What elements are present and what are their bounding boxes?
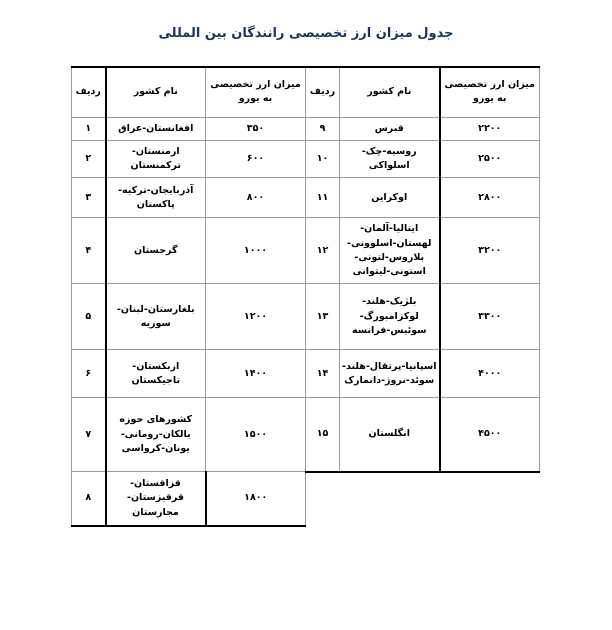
- header-country-right: نام کشور: [106, 67, 206, 117]
- cell-amount-right: ۳۵۰: [206, 117, 306, 140]
- cell-index-right: ۲: [72, 140, 106, 178]
- cell-amount-right: ۱۰۰۰: [206, 218, 306, 284]
- cell-country-left: انگلستان: [340, 398, 440, 472]
- table-header: [72, 67, 540, 117]
- cell-index-left: ۱۱: [306, 178, 340, 218]
- cell-index-right: ۱: [72, 117, 106, 140]
- header-index-left: ردیف: [306, 67, 340, 117]
- cell-amount-left: ۳۳۰۰: [440, 284, 540, 350]
- cell-empty: [440, 472, 540, 526]
- table-row: [72, 117, 540, 140]
- cell-country-right: گرجستان: [106, 218, 206, 284]
- table-row: [72, 178, 540, 218]
- cell-amount-right: ۸۰۰: [206, 178, 306, 218]
- table-row: [72, 398, 540, 472]
- cell-index-right: ۴: [72, 218, 106, 284]
- header-country-left: نام کشور: [340, 67, 440, 117]
- cell-index-left: ۱۲: [306, 218, 340, 284]
- currency-allocation-table-wrapper: [72, 66, 540, 527]
- cell-index-left: ۱۵: [306, 398, 340, 472]
- table-row: [72, 140, 540, 178]
- cell-empty: [340, 472, 440, 526]
- cell-index-right: ۸: [72, 472, 106, 526]
- cell-country-right: افغانستان-عراق: [106, 117, 206, 140]
- table-row: [72, 472, 540, 526]
- cell-country-right: آذربایجان-ترکیه-پاکستان: [106, 178, 206, 218]
- cell-empty: [306, 472, 340, 526]
- table-row: [72, 350, 540, 398]
- header-index-right: ردیف: [72, 67, 106, 117]
- cell-amount-right: ۶۰۰: [206, 140, 306, 178]
- cell-amount-right: ۱۸۰۰: [206, 472, 306, 526]
- table-body: [72, 117, 540, 526]
- cell-index-left: ۹: [306, 117, 340, 140]
- currency-allocation-table: [71, 66, 540, 527]
- cell-country-right: قزاقستان-قرقیزستان-مجارستان: [106, 472, 206, 526]
- cell-country-right: کشورهای حوزه بالکان-رومانی-یونان-کرواسی: [106, 398, 206, 472]
- cell-country-left: اسپانیا-پرتقال-هلند-سوئد-نروژ-دانمارک: [340, 350, 440, 398]
- cell-country-left: اوکراین: [340, 178, 440, 218]
- cell-index-right: ۵: [72, 284, 106, 350]
- cell-amount-left: ۲۸۰۰: [440, 178, 540, 218]
- table-row: [72, 284, 540, 350]
- cell-country-left: قبرس: [340, 117, 440, 140]
- cell-amount-left: ۳۲۰۰: [440, 218, 540, 284]
- cell-amount-right: ۱۲۰۰: [206, 284, 306, 350]
- cell-amount-left: ۴۵۰۰: [440, 398, 540, 472]
- cell-amount-left: ۲۲۰۰: [440, 117, 540, 140]
- cell-amount-left: ۴۰۰۰: [440, 350, 540, 398]
- cell-index-left: ۱۳: [306, 284, 340, 350]
- cell-index-right: ۷: [72, 398, 106, 472]
- cell-country-left: روسیه-چک-اسلواکی: [340, 140, 440, 178]
- cell-country-right: ارمنستان-ترکمنستان: [106, 140, 206, 178]
- table-header-row: [72, 67, 540, 117]
- cell-index-left: ۱۰: [306, 140, 340, 178]
- cell-index-right: ۳: [72, 178, 106, 218]
- cell-country-right: ازبکستان-تاجیکستان: [106, 350, 206, 398]
- cell-country-right: بلغارستان-لبنان-سوریه: [106, 284, 206, 350]
- header-amount-left: میزان ارز تخصیصی به یورو: [440, 67, 540, 117]
- cell-index-right: ۶: [72, 350, 106, 398]
- cell-amount-right: ۱۵۰۰: [206, 398, 306, 472]
- header-amount-right: میزان ارز تخصیصی به یورو: [206, 67, 306, 117]
- table-row: [72, 218, 540, 284]
- cell-amount-left: ۲۵۰۰: [440, 140, 540, 178]
- cell-country-left: بلژیک-هلند-لوکزامبورگ-سوئیس-فرانسه: [340, 284, 440, 350]
- cell-amount-right: ۱۴۰۰: [206, 350, 306, 398]
- page-title: جدول میزان ارز تخصیصی رانندگان بین المللی: [158, 26, 454, 41]
- cell-index-left: ۱۴: [306, 350, 340, 398]
- cell-country-left: ایتالیا-آلمان-لهستان-اسلوونی-بلاروس-لتونی-استونی-لیتوانی: [340, 218, 440, 284]
